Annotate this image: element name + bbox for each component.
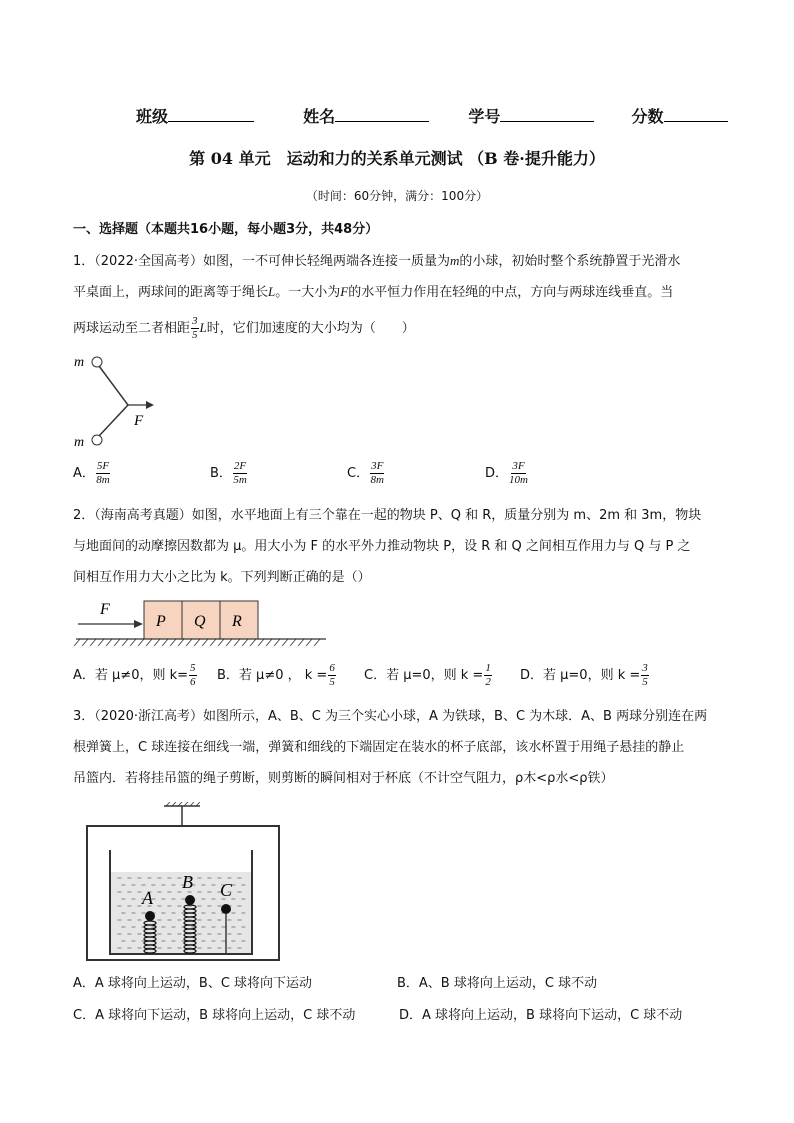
q1-opt-d-den: 10m [509,474,528,486]
section-heading: 一、选择题（本题共16小题，每小题3分，共48分） [73,222,379,237]
q1-var-m: m [450,253,460,268]
q1-opt-a-den: 8m [96,474,110,486]
q1-opt-b-den: 5m [233,474,247,486]
q2-opt-b-label: B．若 μ≠0 ， k = [217,668,328,683]
q1-opt-d-label: D． [485,466,509,481]
q2-label-q: Q [194,613,206,630]
q1-opt-c-label: C． [347,466,370,481]
q2-option-d[interactable] [520,662,650,689]
q2-label-p: P [156,613,166,630]
q1-opt-b-label: B． [210,466,232,481]
q1-option-d[interactable] [485,460,529,487]
q1-opt-a-label: A． [73,466,95,481]
q1-text-d: 。一大小为 [275,285,341,300]
q2-opt-a-label: A．若 μ≠0，则 k= [73,668,189,683]
q1-option-c[interactable] [347,460,385,487]
score-blank[interactable] [664,104,728,122]
student-info-header [136,104,728,127]
q1-opt-c-den: 8m [370,474,384,486]
q2-label-r: R [232,613,242,630]
q1-opt-d-frac [509,460,528,487]
q2-line-1: 2．（海南高考真题）如图，水平地面上有三个靠在一起的物块 P、Q 和 R，质量分别为 m、2m 和 3m，物块 [73,508,702,523]
q2-opt-d-den: 5 [642,676,648,688]
q1-opt-a-num: 5F [96,460,110,472]
q3-ball-b [185,895,195,905]
q2-line-3: 间相互作用力大小之比为 k。下列判断正确的是（） [73,570,371,585]
q1-option-b[interactable] [210,460,248,487]
q2-opt-c-den: 2 [485,676,491,688]
q1-text-b: 的小球，初始时整个系统静置于光滑水 [459,254,681,269]
q3-line-3: 吊篮内．若将挂吊篮的绳子剪断，则剪断的瞬间相对于杯底（不计空气阻力，ρ木<ρ水<ρ铁） [73,771,614,786]
q1-opt-b-frac [233,460,247,487]
class-blank[interactable] [168,104,254,122]
q3-line-1: 3．（2020·浙江高考）如图所示，A、B、C 为三个实心小球，A 为铁球，B、C 为木球．A、B 两球分别连在两 [73,709,708,724]
q3-figure [84,802,284,964]
q2-figure [72,596,332,652]
q1-frac-num: 3 [192,315,198,327]
q3-ball-a [145,911,155,921]
name-label: 姓名 [303,107,336,126]
q2-force-arrowhead [134,620,143,628]
name-blank[interactable] [335,104,429,122]
q2-opt-c-num: 1 [485,662,491,674]
q2-opt-a-num: 5 [190,662,196,674]
q2-opt-d-frac [641,662,649,689]
q2-opt-b-frac [328,662,336,689]
q1-var-L2: L [199,320,207,335]
q3-label-a: A [142,888,153,908]
q2-opt-d-num: 3 [642,662,648,674]
q1-line-2 [73,277,673,308]
q1-text-c: 平桌面上，两球间的距离等于绳长 [73,285,269,300]
q1-text-a: 1．（2022·全国高考）如图，一不可伸长轻绳两端各连接一质量为 [73,254,450,269]
q1-opt-c-frac [370,460,384,487]
q1-opt-a-frac [96,460,110,487]
q2-option-a[interactable] [73,662,198,689]
q2-opt-a-den: 6 [190,676,196,688]
q1-opt-b-num: 2F [233,460,247,472]
q3-option-a[interactable]: A．A 球将向上运动，B、C 球将向下运动 [73,976,313,991]
q2-opt-d-label: D．若 μ=0，则 k = [520,668,641,683]
q1-ball-top [92,357,102,367]
q1-rope-upper [99,366,128,405]
q2-option-c[interactable] [364,662,493,689]
q2-option-b[interactable] [217,662,337,689]
q1-ball-bottom [92,435,102,445]
page-subtitle: （时间：60分钟，满分：100分） [305,189,489,203]
q1-force-arrowhead [146,401,154,409]
q3-label-b: B [182,872,193,892]
q1-fig-m-top: m [74,355,85,370]
q1-fig-m-bottom: m [74,435,85,450]
q1-fraction [191,315,199,342]
q2-opt-a-frac [189,662,197,689]
q1-frac-den: 5 [192,329,198,341]
q2-fig-F: F [100,601,110,618]
q2-opt-c-frac [484,662,492,689]
q3-option-b[interactable]: B．A、B 球将向上运动，C 球不动 [397,976,598,991]
page-title: 第 04 单元 运动和力的关系单元测试 （B 卷·提升能力） [189,149,605,168]
q1-line-1 [73,246,680,277]
q1-line-3 [73,313,415,344]
q2-opt-b-num: 6 [329,662,335,674]
q3-line-2: 根弹簧上，C 球连接在细线一端，弹簧和细线的下端固定在装水的杯子底部，该水杯置于用绳子悬挂的静止 [73,740,685,755]
score-label: 分数 [631,107,664,126]
q1-opt-c-num: 3F [371,460,384,472]
q3-option-c[interactable]: C．A 球将向下运动，B 球将向上运动，C 球不动 [73,1008,356,1023]
id-blank[interactable] [500,104,594,122]
q1-fig-F: F [134,413,144,429]
q1-figure [70,350,160,450]
q1-opt-d-num: 3F [512,460,525,472]
q1-var-L: L [268,284,276,299]
id-label: 学号 [468,107,501,126]
q1-text-e: 的水平恒力作用在轻绳的中点，方向与两球连线垂直。当 [348,285,674,300]
q1-var-F: F [340,284,349,299]
q3-label-c: C [220,880,233,900]
q1-text-g: 时，它们加速度的大小均为（ ） [206,321,415,336]
q1-text-f: 两球运动至二者相距 [73,321,191,336]
class-label: 班级 [136,107,169,126]
q3-ball-c [221,904,231,914]
q3-option-d[interactable]: D．A 球将向上运动，B 球将向下运动，C 球不动 [399,1008,683,1023]
q1-rope-lower [99,405,128,436]
q2-line-2: 与地面间的动摩擦因数都为 μ。用大小为 F 的水平外力推动物块 P，设 R 和 Q 之间相互作用力与 Q 与 P 之 [73,539,691,554]
q2-opt-b-den: 5 [329,676,335,688]
q2-opt-c-label: C．若 μ=0，则 k = [364,668,484,683]
q2-ground-hatch [74,639,320,646]
q1-option-a[interactable] [73,460,111,487]
